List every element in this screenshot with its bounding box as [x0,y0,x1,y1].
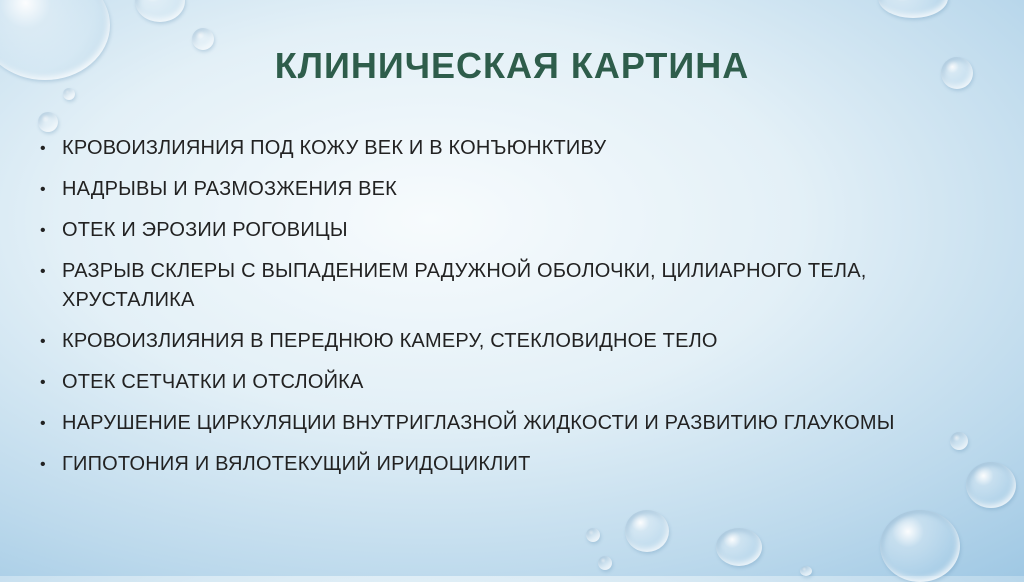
bullet-text: КРОВОИЗЛИЯНИЯ ПОД КОЖУ ВЕК И В КОНЪЮНКТИВУ [62,137,607,159]
water-drop-decoration [966,462,1016,508]
bullet-dot-icon: • [40,456,46,473]
bullet-text: ГИПОТОНИЯ И ВЯЛОТЕКУЩИЙ ИРИДОЦИКЛИТ [62,453,531,475]
bullet-item [40,175,960,204]
bullet-item [40,257,960,315]
bullet-text: РАЗРЫВ СКЛЕРЫ С ВЫПАДЕНИЕМ РАДУЖНОЙ ОБОЛОЧКИ, ЦИЛИАРНОГО ТЕЛА, ХРУСТАЛИКА [62,260,867,311]
bullet-text: ОТЕК СЕТЧАТКИ И ОТСЛОЙКА [62,371,364,393]
bullet-dot-icon: • [40,374,46,391]
bullet-dot-icon: • [40,415,46,432]
water-drop-decoration [800,566,812,576]
bullet-dot-icon: • [40,333,46,350]
bullet-item [40,409,960,438]
water-drop-decoration [878,0,948,18]
bullet-item [40,368,960,397]
bullet-dot-icon: • [40,181,46,198]
bullet-text: НАДРЫВЫ И РАЗМОЗЖЕНИЯ ВЕК [62,178,398,200]
water-drop-decoration [716,528,762,566]
water-drop-decoration [880,510,960,582]
bullet-text: ОТЕК И ЭРОЗИИ РОГОВИЦЫ [62,219,348,241]
slide-title: КЛИНИЧЕСКАЯ КАРТИНА [274,45,750,86]
bullet-dot-icon: • [40,222,46,239]
bullet-text: КРОВОИЗЛИЯНИЯ В ПЕРЕДНЮЮ КАМЕРУ, СТЕКЛОВИДНОЕ ТЕЛО [62,330,718,352]
bullet-text: НАРУШЕНИЕ ЦИРКУЛЯЦИИ ВНУТРИГЛАЗНОЙ ЖИДКОСТИ И РАЗВИТИЮ ГЛАУКОМЫ [62,412,895,434]
bullet-dot-icon: • [40,140,46,157]
bullet-item [40,327,960,356]
bullet-dot-icon: • [40,263,46,280]
water-drop-decoration [38,112,58,132]
bullet-item [40,216,960,245]
bullet-item [40,450,960,479]
water-drop-decoration [135,0,185,22]
water-drop-decoration [598,556,612,570]
water-drop-decoration [586,528,600,542]
water-drop-decoration [63,88,75,100]
bullet-list [40,134,960,491]
bullet-item [40,134,960,163]
water-drop-decoration [625,510,669,552]
